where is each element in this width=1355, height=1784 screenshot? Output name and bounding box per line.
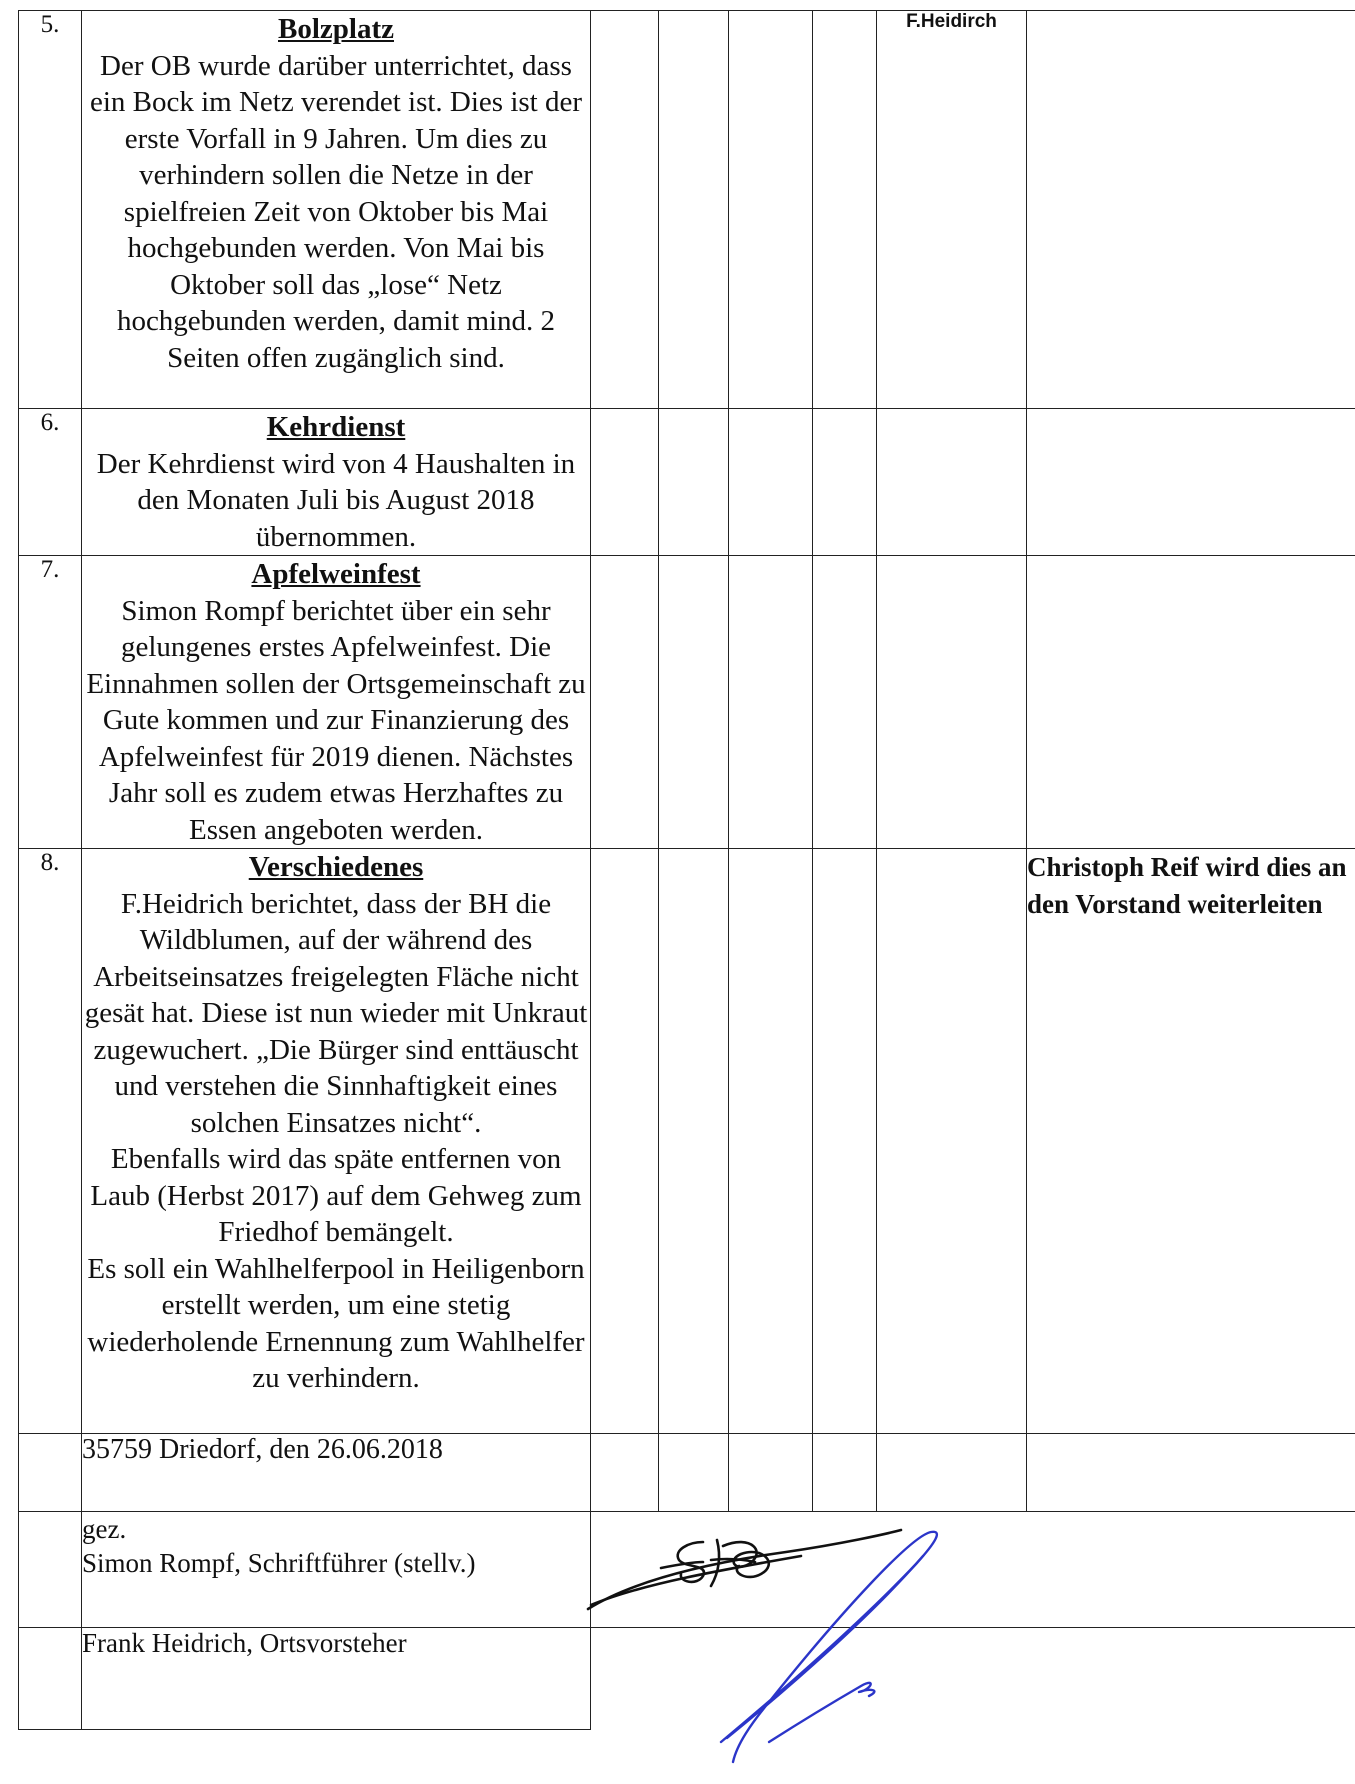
note-cell: Christoph Reif wird dies an den Vorstand weiterleiten (1027, 849, 1355, 1434)
item-text: Simon Rompf berichtet über ein sehr gelungenes erstes Apfelweinfest. Die Einnahmen sollen der Ortsgemeinschaft zu Gute kommen und zur Finanzierung des Apfelweinfest für 2019 dienen. Nächstes Jahr soll es zudem etwas Herzhaftes zu Essen angeboten werden. (86, 594, 586, 846)
agenda-row (19, 556, 1355, 849)
item-topic (82, 11, 591, 409)
item-topic (82, 556, 591, 849)
empty-cell (729, 409, 813, 556)
empty-cell (729, 556, 813, 849)
responsible-cell (877, 556, 1027, 849)
item-number: 6. (19, 409, 82, 556)
item-paragraph: F.Heidrich berichtet, dass der BH die Wildblumen, auf der während des Arbeitseinsatzes freigelegten Fläche nicht gesät hat. Diese ist nun wieder mit Unkraut zugewuchert. „Die Bürger sind enttäuscht und verstehen die Sinnhaftigkeit eines solchen Einsatzes nicht“. (84, 887, 588, 1139)
gez-label: gez. (82, 1514, 127, 1544)
empty-cell (19, 1512, 82, 1628)
item-text: Der OB wurde darüber unterrichtet, dass ein Bock im Netz verendet ist. Dies ist der erste Vorfall in 9 Jahren. Um dies zu verhindern sollen die Netze in der spielfreien Zeit von Oktober bis Mai hochgebunden werden. Von Mai bis Oktober soll das „lose“ Netz hochgebunden werden, damit mind. 2 Seiten offen zugänglich sind. (89, 49, 583, 374)
empty-cell (729, 11, 813, 409)
empty-cell (729, 849, 813, 1434)
signature-row (19, 1512, 1355, 1628)
empty-cell (591, 849, 659, 1434)
signature-area (591, 1512, 1355, 1628)
item-number: 7. (19, 556, 82, 849)
responsible-cell (877, 849, 1027, 1434)
place-date: 35759 Driedorf, den 26.06.2018 (82, 1434, 591, 1512)
item-heading: Verschiedenes (248, 851, 424, 883)
empty-cell (813, 556, 877, 849)
note-cell (1027, 11, 1355, 409)
signer-name: Simon Rompf, Schriftführer (stellv.) (82, 1548, 476, 1578)
empty-cell (591, 11, 659, 409)
empty-cell (1027, 1434, 1355, 1512)
item-heading: Kehrdienst (266, 411, 406, 443)
empty-cell (19, 1434, 82, 1512)
empty-cell (813, 11, 877, 409)
signer-name: Frank Heidrich, Ortsvorsteher (82, 1628, 591, 1730)
empty-cell (877, 1434, 1027, 1512)
empty-cell (659, 849, 729, 1434)
empty-cell (729, 1434, 813, 1512)
note-cell (1027, 409, 1355, 556)
item-topic (82, 849, 591, 1434)
item-paragraph: Es soll ein Wahlhelferpool in Heiligenborn erstellt werden, um eine stetig wiederholende Ernennung zum Wahlhelfer zu verhindern. (87, 1252, 585, 1394)
agenda-row (19, 11, 1355, 409)
place-date-row (19, 1434, 1355, 1512)
empty-cell (591, 1434, 659, 1512)
item-text: Der Kehrdienst wird von 4 Haushalten in den Monaten Juli bis August 2018 übernommen. (96, 447, 576, 553)
empty-cell (659, 556, 729, 849)
empty-cell (813, 409, 877, 556)
empty-cell (659, 11, 729, 409)
signature-blue (721, 1532, 937, 1762)
empty-cell (659, 1434, 729, 1512)
item-heading: Apfelweinfest (251, 558, 421, 590)
item-heading: Bolzplatz (278, 13, 394, 45)
responsible-cell: F.Heidirch (877, 11, 1027, 409)
signer-cell (82, 1512, 591, 1628)
responsible-cell (877, 409, 1027, 556)
item-number: 5. (19, 11, 82, 409)
signature-black (588, 1530, 901, 1609)
empty-cell (591, 409, 659, 556)
empty-cell (659, 409, 729, 556)
minutes-table (18, 10, 1355, 1730)
empty-cell (19, 1628, 82, 1730)
empty-cell (591, 556, 659, 849)
note-cell (1027, 556, 1355, 849)
item-number: 8. (19, 849, 82, 1434)
item-topic (82, 409, 591, 556)
empty-cell (813, 849, 877, 1434)
item-paragraph: Ebenfalls wird das späte entfernen von Laub (Herbst 2017) auf dem Gehweg zum Friedhof bemängelt. (90, 1143, 582, 1248)
agenda-row (19, 409, 1355, 556)
handwritten-signature (591, 1512, 1011, 1772)
empty-cell (813, 1434, 877, 1512)
agenda-row (19, 849, 1355, 1434)
